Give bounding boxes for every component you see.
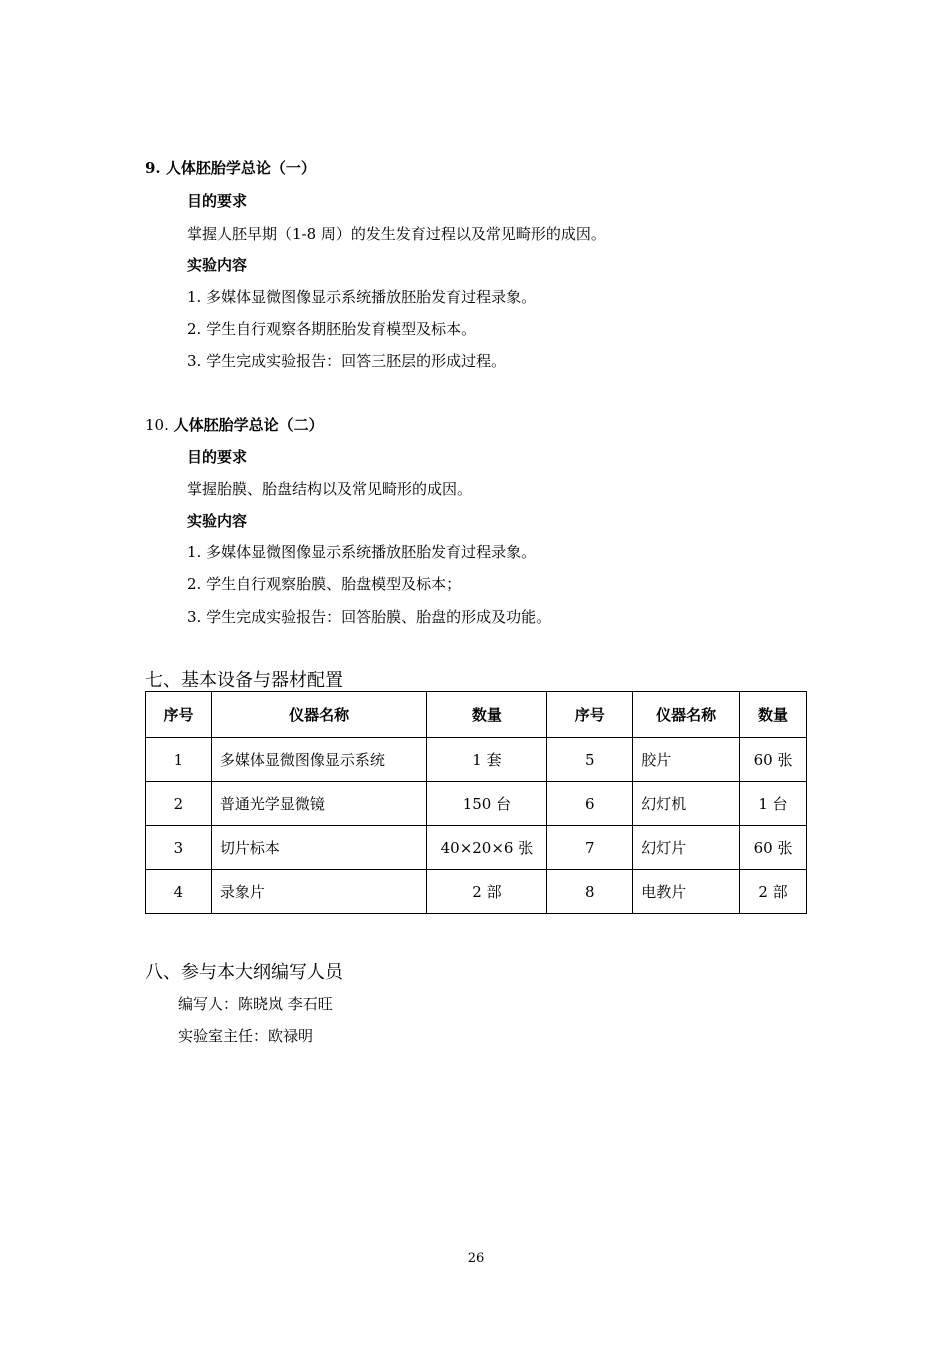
- table-cell: 幻灯片: [633, 826, 740, 870]
- section-9-item: 1. 多媒体显微图像显示系统播放胚胎发育过程录象。: [187, 288, 537, 306]
- table-row: [146, 738, 807, 782]
- table-cell: 幻灯机: [633, 782, 740, 826]
- table-cell: 胶片: [633, 738, 740, 782]
- table-row: [146, 870, 807, 914]
- table-cell: 60 张: [740, 738, 807, 782]
- table-cell: 8: [547, 870, 633, 914]
- section-7-title: 七、基本设备与器材配置: [145, 670, 343, 691]
- section-9-item: 3. 学生完成实验报告：回答三胚层的形成过程。: [187, 352, 507, 370]
- table-cell: 60 张: [740, 826, 807, 870]
- writers-line: 编写人：陈晓岚 李石旺: [178, 995, 333, 1013]
- table-cell: 1 台: [740, 782, 807, 826]
- table-cell: 电教片: [633, 870, 740, 914]
- director-line: 实验室主任：欧禄明: [178, 1027, 314, 1045]
- table-cell: 150 台: [427, 782, 547, 826]
- equipment-table: [145, 691, 807, 914]
- section-9-content-label: 实验内容: [187, 256, 248, 274]
- table-cell: 7: [547, 826, 633, 870]
- section-10-goal-label: 目的要求: [187, 448, 248, 466]
- table-cell: 普通光学显微镜: [211, 782, 427, 826]
- table-cell: 1 套: [427, 738, 547, 782]
- section-9-title: 9. 人体胚胎学总论（一）: [145, 159, 316, 177]
- section-9-item: 2. 学生自行观察各期胚胎发育模型及标本。: [187, 320, 477, 338]
- table-header-row: [146, 692, 807, 738]
- section-10-item: 1. 多媒体显微图像显示系统播放胚胎发育过程录象。: [187, 543, 537, 561]
- table-cell: 6: [547, 782, 633, 826]
- table-header-cell: 数量: [740, 692, 807, 738]
- table-header-cell: 仪器名称: [211, 692, 427, 738]
- section-8-title: 八、参与本大纲编写人员: [145, 962, 343, 983]
- table-header-cell: 序号: [146, 692, 212, 738]
- table-cell: 2 部: [740, 870, 807, 914]
- table-cell: 4: [146, 870, 212, 914]
- table-cell: 多媒体显微图像显示系统: [211, 738, 427, 782]
- table-cell: 2 部: [427, 870, 547, 914]
- table-cell: 3: [146, 826, 212, 870]
- table-header-cell: 序号: [547, 692, 633, 738]
- section-9-goal-label: 目的要求: [187, 192, 248, 210]
- table-cell: 切片标本: [211, 826, 427, 870]
- table-cell: 1: [146, 738, 212, 782]
- table-header-cell: 数量: [427, 692, 547, 738]
- section-10-title-row: [145, 414, 324, 435]
- section-10-number: 10.: [145, 416, 169, 434]
- table-row: [146, 826, 807, 870]
- table-row: [146, 782, 807, 826]
- table-cell: 40×20×6 张: [427, 826, 547, 870]
- page-number: 26: [467, 1251, 485, 1266]
- section-9-goal-text: 掌握人胚早期（1-8 周）的发生发育过程以及常见畸形的成因。: [187, 225, 606, 243]
- table-cell: 录象片: [211, 870, 427, 914]
- section-10-content-label: 实验内容: [187, 512, 248, 530]
- table-cell: 5: [547, 738, 633, 782]
- section-10-item: 3. 学生完成实验报告：回答胎膜、胎盘的形成及功能。: [187, 608, 552, 626]
- table-header-cell: 仪器名称: [633, 692, 740, 738]
- section-10-goal-text: 掌握胎膜、胎盘结构以及常见畸形的成因。: [187, 480, 473, 498]
- section-10-title: 人体胚胎学总论（二）: [173, 416, 324, 434]
- section-10-item: 2. 学生自行观察胎膜、胎盘模型及标本；: [187, 575, 462, 593]
- table-cell: 2: [146, 782, 212, 826]
